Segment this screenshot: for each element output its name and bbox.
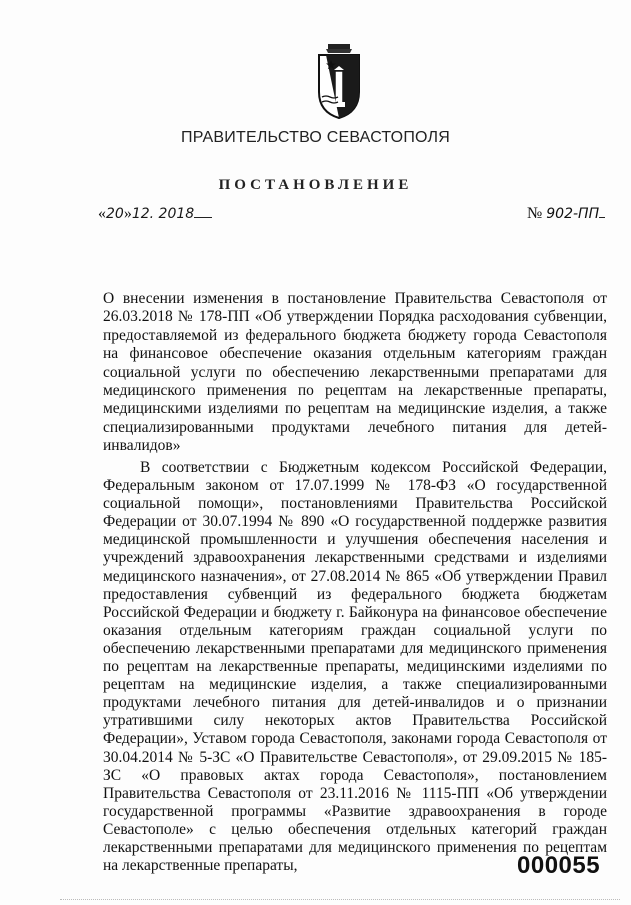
date-day: 20 [106, 206, 124, 222]
date-open-quote: « [98, 205, 106, 222]
document-type: ПОСТАНОВЛЕНИЕ [218, 177, 413, 193]
document-number [527, 205, 605, 223]
date-close-quote: » [123, 205, 132, 222]
date-month-year: 12. 2018 [131, 206, 195, 222]
number-prefix: № [527, 205, 543, 222]
document-date [98, 205, 212, 223]
page-serial-number: 000055 [517, 852, 601, 879]
document-title: О внесении изменения в постановление Правительства Севастополя от 26.03.2018 № 178-ПП «Об утверждении Порядка расходования субвенции, предоставляемой из федерального бюджета бюджету города Севастополя на финансовое обеспечение оказания отдельным категориям граждан социальной услуги по обеспечению лекарственными препаратами для медицинского применения по рецептам на лекарственные препараты, медицинскими изделиями по рецептам на медицинские изделия, а также специализированными продуктами лечебного питания для детей-инвалидов» [103, 290, 607, 455]
scan-artifact-line [60, 899, 620, 901]
number-value: 902-ПП [546, 206, 600, 222]
organization-name: ПРАВИТЕЛЬСТВО СЕВАСТОПОЛЯ [181, 129, 450, 146]
number-underline [599, 217, 605, 218]
coat-of-arms-icon [316, 42, 362, 120]
document-body: В соответствии с Бюджетным кодексом Российской Федерации, Федеральным законом от 17.07.1999 № 178-ФЗ «О государственной социальной помощи», постановлениями Правительства Российской Федерации от 30.07.1994 № 890 «О государственной поддержке развития медицинской промышленности и улучшения обеспечения населения и учреждений здравоохранения лекарственными средствами и изделиями медицинского назначения», от 27.08.2014 № 865 «Об утверждении Правил предоставления субвенций из федерального бюджета бюджетам Российской Федерации и бюджету г. Байконура на финансовое обеспечение оказания отдельным категориям граждан социальной услуги по обеспечению лекарственными препаратами для медицинского применения по рецептам на лекарственные препараты, медицинскими изделиями по рецептам на медицинские изделия, а также специализированными продуктами лечебного питания для детей-инвалидов и о признании утратившими силу некоторых актов Правительства Российской Федерации», Уставом города Севастополя, законами города Севастополя от 30.04.2014 № 5-ЗС «О Правительстве Севастополя», от 29.09.2015 № 185-ЗС «О правовых актах города Севастополя», постановлением Правительства Севастополя от 23.11.2016 № 1115-ПП «Об утверждении государственной программы «Развитие здравоохранения в городе Севастополе» с целью обеспечения отдельных категорий граждан лекарственными препаратами для медицинского применения по рецептам на лекарственные препараты, [103, 459, 607, 875]
date-underline [194, 216, 212, 218]
